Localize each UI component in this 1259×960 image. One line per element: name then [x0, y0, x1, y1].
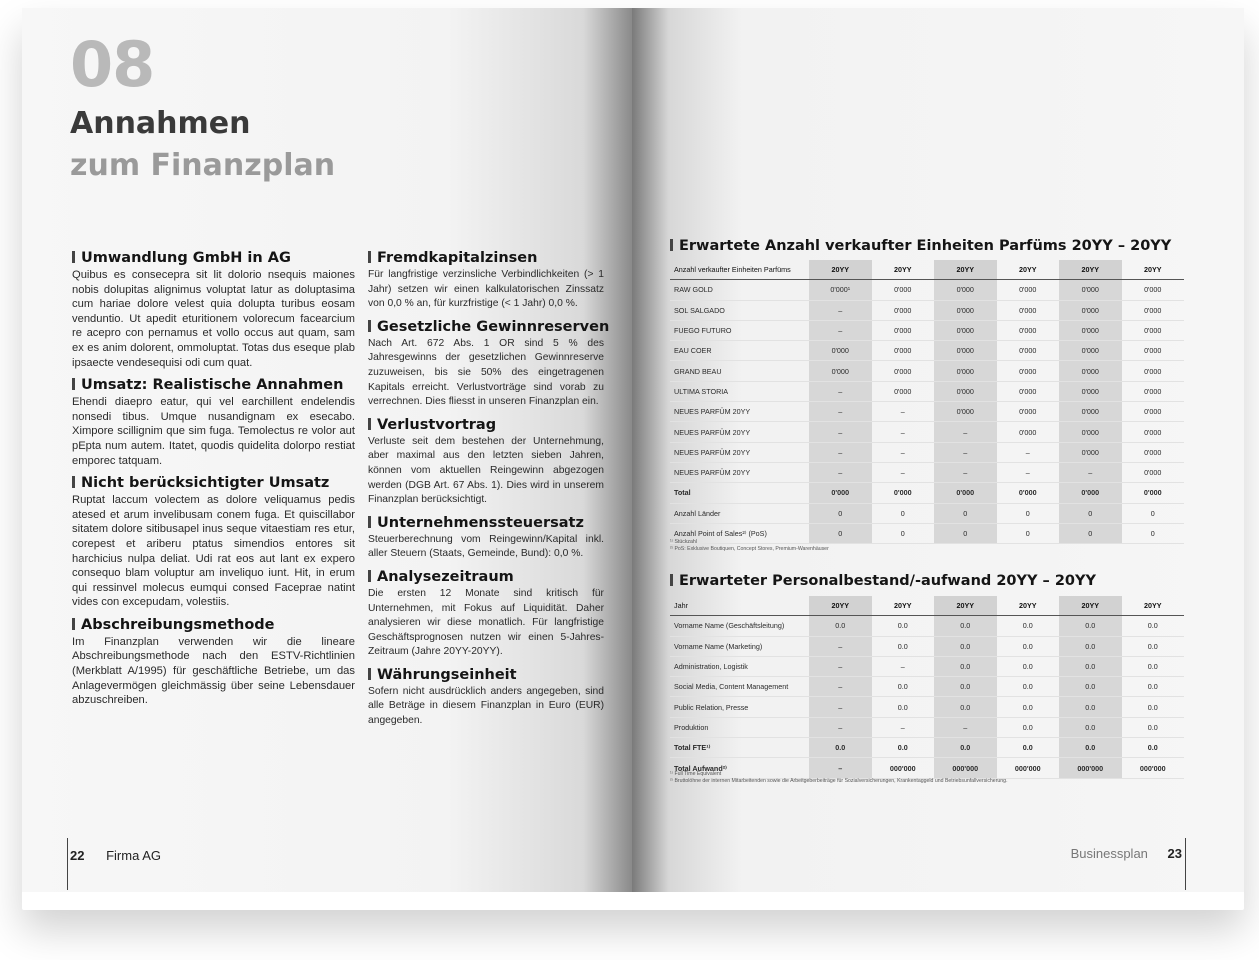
header-label: Anzahl verkaufter Einheiten Parfüms — [670, 260, 809, 280]
cell-value: 000'000 — [1059, 758, 1122, 778]
footer-rule — [67, 838, 68, 890]
section-text: Quibus es consecepra sit lit dolorio nsequis maiones nobis dolupitas alignimus voluptat latur as doluptasima cum hariae dolore velest quia dolupta turibus eosam venduntio. Ut apedit eturitionem volorecum facearcium re acepro con pernamus et vollo occus aut quam, sam ex es anim dolorent, ommoluptat. Totas dus eseque plab ipsaecte vendesequisi odi cum quat. — [72, 269, 355, 369]
cell-value: 000'000 — [1122, 758, 1185, 778]
year-header: 20YY — [1122, 260, 1185, 280]
cell-value: 000'000 — [997, 758, 1060, 778]
footnote: ²⁾ Bruttolöhne der internen Mitarbeitenden sowie die Arbeitgeberbeiträge für Sozialversicherungen, Krankentaggeld und Betriebsunfallversicherung. — [670, 777, 1008, 784]
footer-label: Businessplan — [1070, 846, 1148, 861]
table-row — [670, 341, 1184, 361]
cell-value: 0'000¹ — [809, 280, 872, 300]
cell-value: 0'000 — [872, 280, 935, 300]
section-text: Verluste seit dem bestehen der Unternehmung, aber maximal aus den letzten sieben Jahren, können vom aktuellen Reingewinn abgezogen werden (DGB Art. 67 Abs. 1). Dies wird in unserem Finanzplan berücksichtigt. — [368, 435, 604, 506]
cell-value: 0'000 — [872, 320, 935, 340]
cell-value: 000'000 — [934, 758, 997, 778]
cell-value: 0.0 — [1059, 697, 1122, 717]
cell-value: 0'000 — [1122, 280, 1185, 300]
section-text: Nach Art. 672 Abs. 1 OR sind 5 % des Jahresgewinns der gesetzlichen Gewinnreserve zuzuweisen, bis sie 50% des eingetragenen Kapitals erreicht. Verlustvorträge sind vorab zu verrechnen. Dies fliesst in unseren Finanzplan ein. — [368, 337, 604, 408]
cell-value: 0.0 — [934, 656, 997, 676]
table2-title: Erwarteter Personalbestand/-aufwand 20YY – 20YY — [670, 573, 1096, 589]
section — [368, 667, 604, 729]
cell-value: 0'000 — [1059, 300, 1122, 320]
cell-value: 0.0 — [1122, 717, 1185, 737]
section-text: Die ersten 12 Monate sind kritisch für Unternehmen, mit Fokus auf Liquidität. Daher analysieren wir diese monatlich. Für langfristige Geschäftsprognosen nutzen wir einen 5-Jahres-Zeitraum (Jahre 20YY-20YY). — [368, 587, 604, 658]
table-row — [670, 503, 1184, 523]
cell-value: 0.0 — [872, 677, 935, 697]
cell-value: 0'000 — [1122, 300, 1185, 320]
cell-value: 0'000 — [1059, 280, 1122, 300]
year-header: 20YY — [872, 260, 935, 280]
cell-value: – — [809, 320, 872, 340]
cell-value: 0 — [1122, 523, 1185, 543]
cell-value: – — [809, 381, 872, 401]
left-page — [22, 8, 632, 892]
cell-value: 0 — [809, 523, 872, 543]
cell-value: 0.0 — [997, 636, 1060, 656]
section — [72, 475, 355, 610]
cell-value: 0 — [997, 503, 1060, 523]
cell-value: 0'000 — [934, 381, 997, 401]
row-label: Anzahl Länder — [670, 503, 809, 523]
cell-value: 0'000 — [809, 483, 872, 503]
table-row — [670, 697, 1184, 717]
row-label: Vorname Name (Geschäftsleitung) — [670, 616, 809, 636]
cell-value: 0'000 — [872, 361, 935, 381]
right-footer — [1071, 846, 1182, 861]
right-page — [632, 8, 1244, 892]
cell-value: 0.0 — [997, 717, 1060, 737]
cell-value: 000'000 — [872, 758, 935, 778]
section — [368, 515, 604, 562]
row-label: EAU COER — [670, 341, 809, 361]
cell-value: 0'000 — [1122, 381, 1185, 401]
footnote: ¹⁾ Full Time Equivalent — [670, 771, 722, 777]
row-label: Total Aufwand²⁾ — [670, 758, 809, 778]
cell-value: 0'000 — [1059, 422, 1122, 442]
year-header: 20YY — [934, 260, 997, 280]
table-row — [670, 442, 1184, 462]
row-label: SOL SALGADO — [670, 300, 809, 320]
footer-rule — [1185, 838, 1186, 890]
cell-value: 0.0 — [1059, 677, 1122, 697]
cell-value: 0 — [934, 523, 997, 543]
cell-value: 0'000 — [1059, 442, 1122, 462]
row-label: Total — [670, 483, 809, 503]
cell-value: 0.0 — [1122, 697, 1185, 717]
row-label: ULTIMA STORIA — [670, 381, 809, 401]
cell-value: 0'000 — [997, 483, 1060, 503]
cell-value: 0'000 — [997, 280, 1060, 300]
cell-value: 0'000 — [872, 483, 935, 503]
footer-company: Firma AG — [106, 848, 161, 863]
cell-value: – — [809, 300, 872, 320]
year-header: 20YY — [1122, 596, 1185, 616]
table2-footnotes — [670, 771, 1008, 784]
chapter-number: 08 — [70, 28, 155, 101]
cell-value: 0 — [1059, 523, 1122, 543]
row-label: NEUES PARFÜM 20YY — [670, 422, 809, 442]
staff-table — [670, 596, 1184, 779]
section-text: Steuerberechnung vom Reingewinn/Kapital inkl. aller Steuern (Staats, Gemeinde, Bund): 0,0 %. — [368, 533, 604, 560]
cell-value: 0'000 — [1122, 341, 1185, 361]
section-heading: Verlustvortrag — [368, 417, 604, 434]
cell-value: 0.0 — [934, 697, 997, 717]
table-row — [670, 656, 1184, 676]
cell-value: 0'000 — [872, 341, 935, 361]
footnote: ¹⁾ Stückzahl — [670, 539, 697, 545]
cell-value: 0.0 — [1059, 616, 1122, 636]
row-label: Administration, Logistik — [670, 656, 809, 676]
cell-value: 0.0 — [997, 656, 1060, 676]
year-header: 20YY — [997, 596, 1060, 616]
section-text: Ehendi diaepro eatur, qui vel earchillent endelendis nonsedi tibus. Umque nusandignam ex esecabo. Ximpore scillignim que sim fuga. Temolectus re volor aut pEpta num autem. Itatet, quodis quidelita dolorpo restiat emporec tatquam. — [72, 396, 355, 467]
cell-value: 0.0 — [1122, 677, 1185, 697]
chapter-title: Annahmen — [70, 106, 251, 141]
table-row — [670, 402, 1184, 422]
cell-value: – — [872, 462, 935, 482]
cell-value: 0'000 — [1122, 422, 1185, 442]
section-heading: Gesetzliche Gewinnreserven — [368, 319, 604, 336]
cell-value: 0.0 — [997, 738, 1060, 758]
table-row — [670, 422, 1184, 442]
cell-value: 0.0 — [934, 738, 997, 758]
cell-value: 0'000 — [934, 300, 997, 320]
section-heading: Fremdkapitalzinsen — [368, 250, 604, 267]
cell-value: 0'000 — [1059, 341, 1122, 361]
section — [72, 377, 355, 468]
table-row — [670, 717, 1184, 737]
cell-value: – — [809, 462, 872, 482]
cell-value: – — [934, 442, 997, 462]
cell-value: 0'000 — [872, 381, 935, 401]
section — [368, 250, 604, 312]
year-header: 20YY — [934, 596, 997, 616]
year-header: 20YY — [1059, 596, 1122, 616]
table1-title: Erwartete Anzahl verkaufter Einheiten Parfüms 20YY – 20YY — [670, 238, 1171, 254]
footnote: ²⁾ PoS: Exklusive Boutiquen, Concept Stores, Premium-Warenhäuser — [670, 545, 829, 552]
cell-value: – — [809, 677, 872, 697]
cell-value: 0'000 — [934, 402, 997, 422]
year-header: 20YY — [809, 596, 872, 616]
row-label: NEUES PARFÜM 20YY — [670, 462, 809, 482]
row-label: Anzahl Point of Sales²⁾ (PoS) — [670, 523, 809, 543]
table-row — [670, 381, 1184, 401]
cell-value: 0.0 — [872, 738, 935, 758]
row-label: Produktion — [670, 717, 809, 737]
cell-value: 0'000 — [1122, 402, 1185, 422]
cell-value: – — [997, 462, 1060, 482]
cell-value: 0.0 — [872, 616, 935, 636]
table-row — [670, 320, 1184, 340]
cell-value: 0'000 — [997, 422, 1060, 442]
cell-value: 0 — [872, 503, 935, 523]
cell-value: – — [872, 422, 935, 442]
cell-value: – — [809, 442, 872, 462]
header-label: Jahr — [670, 596, 809, 616]
row-label: RAW GOLD — [670, 280, 809, 300]
page-number: 22 — [70, 848, 85, 863]
cell-value: 0 — [934, 503, 997, 523]
table-header-row — [670, 596, 1184, 616]
cell-value: 0'000 — [809, 361, 872, 381]
cell-value: – — [872, 717, 935, 737]
cell-value: 0 — [809, 503, 872, 523]
cell-value: 0'000 — [934, 280, 997, 300]
year-header: 20YY — [809, 260, 872, 280]
cell-value: 0.0 — [1122, 636, 1185, 656]
section-heading: Nicht berücksichtigter Umsatz — [72, 475, 355, 492]
section-heading: Umwandlung GmbH in AG — [72, 250, 355, 267]
table-row — [670, 280, 1184, 300]
cell-value: 0.0 — [997, 697, 1060, 717]
row-label: NEUES PARFÜM 20YY — [670, 442, 809, 462]
cell-value: 0'000 — [1059, 483, 1122, 503]
section-text: Für langfristige verzinsliche Verbindlichkeiten (> 1 Jahr) setzen wir einen kalkulatorischen Zinssatz von 0,0 % an, für kurzfristige (< 1 Jahr) 0,0 %. — [368, 269, 604, 310]
cell-value: 0'000 — [1059, 320, 1122, 340]
total-row — [670, 483, 1184, 503]
cell-value: 0.0 — [997, 677, 1060, 697]
row-label: GRAND BEAU — [670, 361, 809, 381]
section-heading: Unternehmenssteuersatz — [368, 515, 604, 532]
cell-value: 0.0 — [1122, 738, 1185, 758]
cell-value: 0.0 — [997, 616, 1060, 636]
cell-value: – — [809, 656, 872, 676]
cell-value: 0.0 — [934, 636, 997, 656]
row-label: NEUES PARFÜM 20YY — [670, 402, 809, 422]
cell-value: 0.0 — [1059, 738, 1122, 758]
cell-value: – — [997, 442, 1060, 462]
cell-value: – — [872, 402, 935, 422]
year-header: 20YY — [1059, 260, 1122, 280]
cell-value: 0'000 — [1059, 402, 1122, 422]
section — [368, 569, 604, 660]
left-footer — [70, 848, 161, 863]
table-row — [670, 636, 1184, 656]
cell-value: 0 — [872, 523, 935, 543]
cell-value: 0'000 — [1122, 483, 1185, 503]
cell-value: 0.0 — [809, 616, 872, 636]
cell-value: 0'000 — [1122, 462, 1185, 482]
cell-value: 0.0 — [1059, 717, 1122, 737]
section-text: Im Finanzplan verwenden wir die lineare Abschreibungsmethode nach den ESTV-Richtlinien (Merkblatt A/1995) für geschäftliche Betriebe, um das Anlagevermögen gleichmässig über seine Lebensdauer abzuschreiben. — [72, 635, 355, 707]
cell-value: 0'000 — [934, 361, 997, 381]
cell-value: – — [872, 442, 935, 462]
cell-value: 0.0 — [872, 636, 935, 656]
cell-value: – — [809, 422, 872, 442]
table-row — [670, 616, 1184, 636]
text-column-2 — [368, 250, 610, 736]
cell-value: – — [809, 402, 872, 422]
cell-value: 0.0 — [1059, 656, 1122, 676]
cell-value: 0'000 — [934, 320, 997, 340]
cell-value: 0.0 — [934, 616, 997, 636]
text-column-1 — [72, 250, 355, 715]
cell-value: 0.0 — [934, 677, 997, 697]
cell-value: – — [1059, 462, 1122, 482]
cell-value: 0.0 — [1122, 616, 1185, 636]
cell-value: 0.0 — [872, 697, 935, 717]
section-heading: Analysezeitraum — [368, 569, 604, 586]
cell-value: 0'000 — [809, 341, 872, 361]
units-sold-table — [670, 260, 1184, 544]
section-heading: Währungseinheit — [368, 667, 604, 684]
cell-value: – — [934, 422, 997, 442]
cell-value: 0'000 — [1122, 442, 1185, 462]
cell-value: 0'000 — [934, 341, 997, 361]
cell-value: 0'000 — [872, 300, 935, 320]
table1-footnotes — [670, 539, 829, 552]
total-row — [670, 738, 1184, 758]
year-header: 20YY — [872, 596, 935, 616]
cell-value: – — [934, 462, 997, 482]
cell-value: 0'000 — [997, 361, 1060, 381]
row-label: Public Relation, Presse — [670, 697, 809, 717]
section-text: Sofern nicht ausdrücklich anders angegeben, sind alle Beträge in diesem Finanzplan in Euro (EUR) angegeben. — [368, 685, 604, 727]
cell-value: 0 — [1059, 503, 1122, 523]
chapter-subtitle: zum Finanzplan — [70, 148, 336, 183]
cell-value: 0'000 — [997, 320, 1060, 340]
cell-value: 0 — [997, 523, 1060, 543]
row-label: Total FTE¹⁾ — [670, 738, 809, 758]
section-heading: Abschreibungsmethode — [72, 617, 355, 634]
cell-value: – — [872, 656, 935, 676]
cell-value: 0'000 — [934, 483, 997, 503]
cell-value: 0'000 — [997, 381, 1060, 401]
row-label: FUEGO FUTURO — [670, 320, 809, 340]
cell-value: 0.0 — [1059, 636, 1122, 656]
cell-value: 0'000 — [1059, 361, 1122, 381]
cell-value: – — [809, 717, 872, 737]
table-row — [670, 462, 1184, 482]
cell-value: – — [809, 697, 872, 717]
cell-value: 0 — [1122, 503, 1185, 523]
section — [72, 250, 355, 370]
table-row — [670, 361, 1184, 381]
cell-value: – — [809, 636, 872, 656]
cell-value: 0'000 — [997, 300, 1060, 320]
table-row — [670, 300, 1184, 320]
section-heading: Umsatz: Realistische Annahmen — [72, 377, 355, 394]
section — [368, 318, 610, 410]
section — [368, 417, 604, 508]
section — [72, 617, 355, 708]
cell-value: 0'000 — [997, 341, 1060, 361]
section-text: Ruptat laccum volectem as dolore veliquamus pedis atesed et arum invelibusam conem fuga. Et quiscillabor sitatem dolore sitibusapel inus seque vitaestiam res etur, corepest et ariberu ptatus simendios entores sit harchicius nulpa deliat. Udi rat eos aut lant ex expero consequo blam voluptur am inveliquo iunt. Hit, in erum qui ressinvel molecus eumqui consed Faceprae natint vides con excepudam, volestiis. — [72, 494, 355, 609]
cell-value: 0'000 — [997, 402, 1060, 422]
page-number: 23 — [1167, 846, 1182, 861]
cell-value: 0.0 — [809, 738, 872, 758]
row-label: Social Media, Content Management — [670, 677, 809, 697]
year-header: 20YY — [997, 260, 1060, 280]
table-row — [670, 677, 1184, 697]
cell-value: 0.0 — [1122, 656, 1185, 676]
cell-value: 0'000 — [1122, 320, 1185, 340]
cell-value: – — [809, 758, 872, 778]
table-header-row — [670, 260, 1184, 280]
cell-value: – — [934, 717, 997, 737]
row-label: Vorname Name (Marketing) — [670, 636, 809, 656]
cell-value: 0'000 — [1122, 361, 1185, 381]
cell-value: 0'000 — [1059, 381, 1122, 401]
